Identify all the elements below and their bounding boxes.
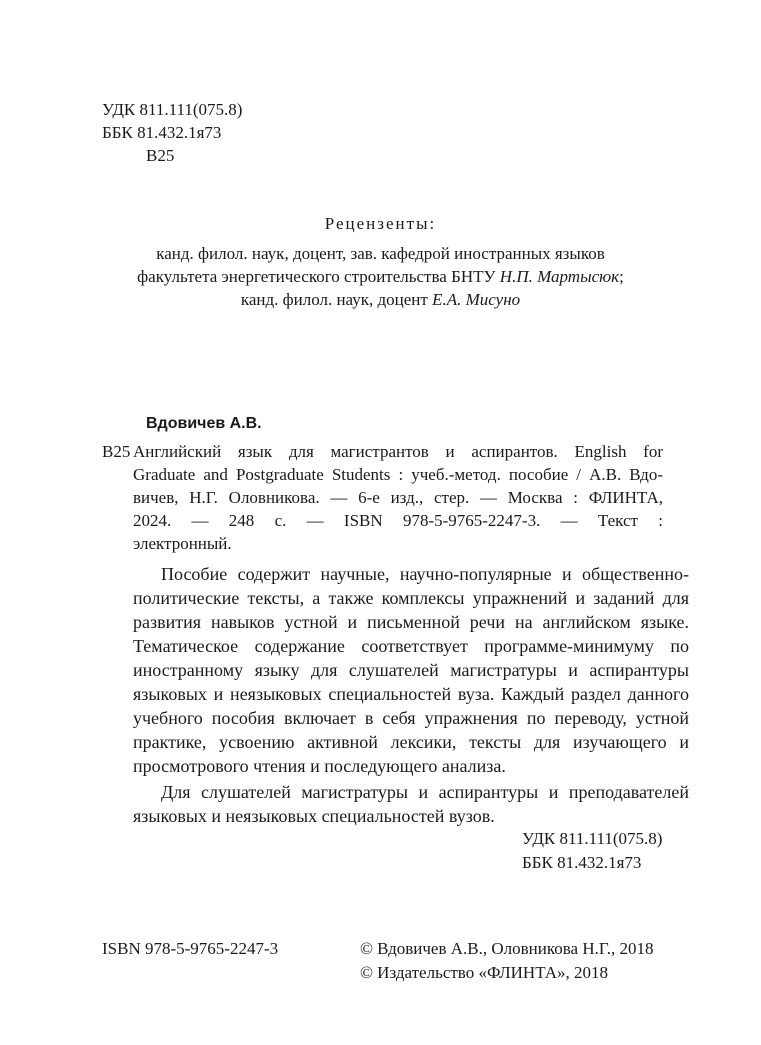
abstract-line-1: Пособие содержит научные, научно-популярные и общественно- xyxy=(161,564,689,584)
copyright-authors: © Вдовичев А.В., Оловникова Н.Г., 2018 xyxy=(360,939,654,958)
abstract-line-4: Тематическое содержание соответствует программе-минимуму по xyxy=(133,636,689,656)
author-mark-top: В25 xyxy=(146,146,175,165)
reviewer-name-2: Е.А. Мисуно xyxy=(432,290,521,309)
bib-line-1: Английский язык для магистрантов и аспирантов. English for xyxy=(133,442,663,461)
copyright-publisher: © Издательство «ФЛИНТА», 2018 xyxy=(360,963,609,982)
bib-author-mark: В25 xyxy=(102,442,131,461)
bib-line-3: вичев, Н.Г. Оловникова. — 6-е изд., стер. — Москва : ФЛИНТА, xyxy=(133,488,663,507)
abstract-line-2: политические тексты, а также комплексы упражнений и заданий для xyxy=(133,588,689,608)
reviewer-line-2 xyxy=(0,266,761,288)
reviewer-line-1: канд. филол. наук, доцент, зав. кафедрой иностранных языков xyxy=(156,244,605,263)
abstract-line-6: языковых и неязыковых специальностей вуза. Каждый раздел данного xyxy=(133,684,689,704)
abstract-line-10: Для слушателей магистратуры и аспирантуры и преподавателей xyxy=(161,782,689,802)
reviewer-line-3 xyxy=(0,289,761,311)
isbn: ISBN 978-5-9765-2247-3 xyxy=(102,939,279,958)
abstract-line-9: просмотрового чтения и последующего анализа. xyxy=(133,756,506,776)
bbk-code-top: ББК 81.432.1я73 xyxy=(102,123,222,142)
bib-line-2: Graduate and Postgraduate Students : учеб.-метод. пособие / А.В. Вдо- xyxy=(133,465,663,484)
bib-author: Вдовичев А.В. xyxy=(146,415,262,432)
abstract-line-7: учебного пособия включает в себя упражнения по переводу, устной xyxy=(133,708,689,728)
abstract-line-3: развития навыков устной и письменной речи на английском языке. xyxy=(133,612,689,632)
bib-line-4: 2024. — 248 с. — ISBN 978-5-9765-2247-3. — Текст : xyxy=(133,511,663,530)
reviewers-heading: Рецензенты: xyxy=(324,214,437,233)
bib-line-5: электронный. xyxy=(133,534,232,553)
udk-code-bottom: УДК 811.111(075.8) xyxy=(522,829,663,848)
udk-code-top: УДК 811.111(075.8) xyxy=(102,100,243,119)
reviewer-name-1: Н.П. Мартысюк xyxy=(499,267,620,286)
reviewer-line-3-text: канд. филол. наук, доцент xyxy=(240,290,433,309)
reviewer-line-2-text: факультета энергетического строительства БНТУ xyxy=(137,267,500,286)
abstract-line-5: иностранному языку для слушателей магистратуры и аспирантуры xyxy=(133,660,689,680)
reviewer-line-2-end: ; xyxy=(619,267,624,286)
bbk-code-bottom: ББК 81.432.1я73 xyxy=(522,853,642,872)
abstract-line-11: языковых и неязыковых специальностей вузов. xyxy=(133,806,495,826)
abstract-line-8: практике, усвоению активной лексики, тексты для изучающего и xyxy=(133,732,689,752)
